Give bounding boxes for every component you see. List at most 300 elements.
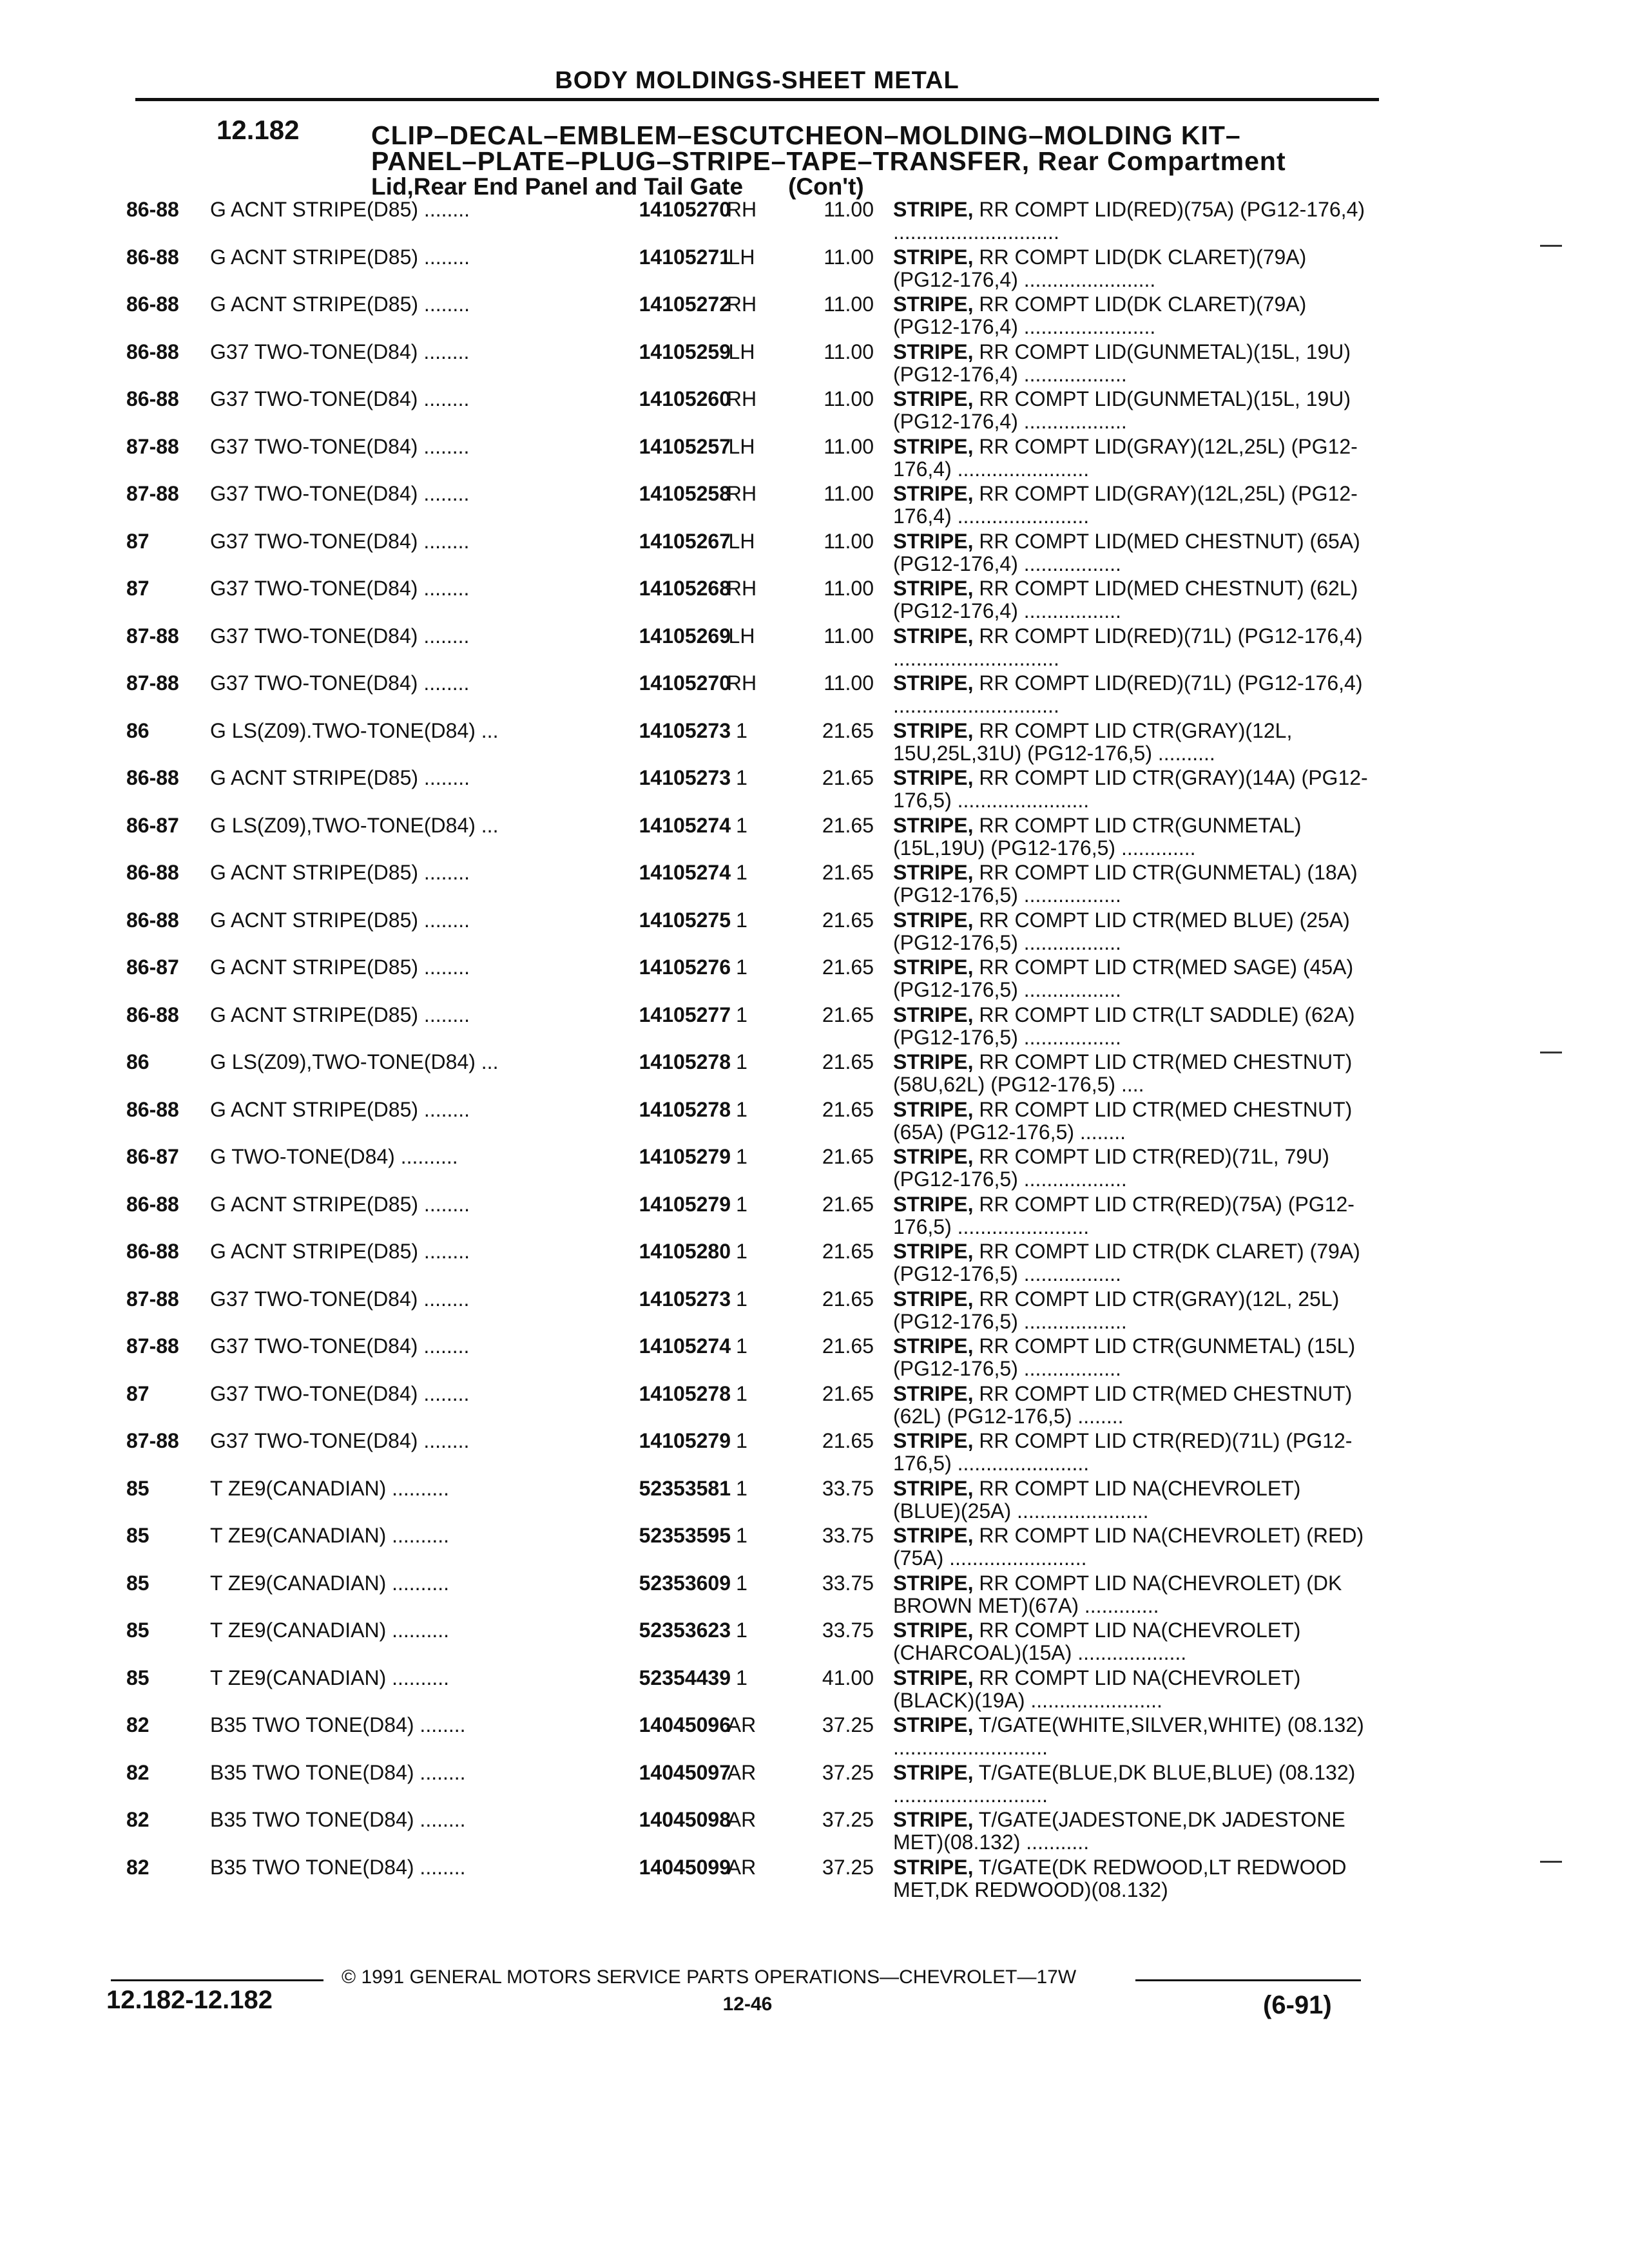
- part-number: 14105259: [639, 340, 731, 363]
- model-code-text: G37 TWO-TONE(D84): [210, 388, 418, 410]
- quantity: RH: [726, 577, 757, 600]
- description-name: STRIPE,: [893, 671, 974, 695]
- quantity: 1: [736, 1192, 747, 1216]
- price: 21.65: [822, 1097, 874, 1121]
- model-code: [210, 720, 610, 742]
- description-name: STRIPE,: [893, 1760, 974, 1784]
- quantity: AR: [727, 1760, 757, 1784]
- description-name: STRIPE,: [893, 813, 974, 837]
- description-name: STRIPE,: [893, 529, 974, 553]
- model-code: [210, 1099, 610, 1121]
- table-row: [126, 1335, 1370, 1383]
- description-text: RR COMPT LID(GRAY)(12L,25L) (PG12-176,4) .......................: [893, 482, 1358, 528]
- table-row: [126, 672, 1370, 720]
- part-number: 52354439: [639, 1666, 731, 1689]
- leader-dots: ..........: [392, 1571, 450, 1595]
- price: 21.65: [822, 861, 874, 884]
- model-year: 87: [126, 529, 149, 553]
- model-code-text: G ACNT STRIPE(D85): [210, 1240, 419, 1263]
- description-name: STRIPE,: [893, 1145, 974, 1168]
- table-row: [126, 1856, 1370, 1904]
- quantity: AR: [727, 1808, 757, 1831]
- description-name: STRIPE,: [893, 1855, 974, 1879]
- leader-dots: ........: [423, 1098, 470, 1121]
- leader-dots: ..........: [400, 1146, 458, 1168]
- description-text: RR COMPT LID CTR(LT SADDLE) (62A) (PG12-176,5) .................: [893, 1003, 1355, 1049]
- model-code-text: G37 TWO-TONE(D84): [210, 1287, 418, 1311]
- model-year: 86-88: [126, 908, 179, 932]
- description-name: STRIPE,: [893, 766, 974, 789]
- leader-dots: ........: [423, 340, 470, 363]
- description-text: RR COMPT LID CTR(GRAY)(12L, 15U,25L,31U) (PG12-176,5) ..........: [893, 718, 1293, 765]
- table-row: [126, 909, 1370, 957]
- description-text: RR COMPT LID NA(CHEVROLET) (BLUE)(25A) .......................: [893, 1476, 1301, 1523]
- leader-dots: ........: [423, 435, 470, 458]
- description-name: STRIPE,: [893, 434, 974, 458]
- description-text: RR COMPT LID CTR(MED CHESTNUT)(58U,62L) (PG12-176,5) ....: [893, 1050, 1353, 1096]
- quantity: 1: [736, 1571, 747, 1595]
- leader-dots: ........: [423, 388, 470, 410]
- model-year: 86: [126, 718, 149, 742]
- model-code: [210, 198, 610, 221]
- table-row: [126, 1383, 1370, 1430]
- quantity: 1: [736, 1287, 747, 1311]
- description-text: RR COMPT LID(RED)(75A) (PG12-176,4) .............................: [893, 198, 1365, 244]
- description: [893, 625, 1370, 670]
- price: 33.75: [822, 1619, 874, 1642]
- table-row: [126, 1099, 1370, 1146]
- description-text: RR COMPT LID NA(CHEVROLET) (BLACK)(19A) .......................: [893, 1666, 1301, 1712]
- model-year: 86-88: [126, 340, 179, 363]
- model-code: [210, 767, 610, 789]
- description-text: RR COMPT LID CTR(RED)(71L) (PG12-176,5) .......................: [893, 1429, 1353, 1475]
- leader-dots: ..........: [392, 1524, 450, 1547]
- leader-dots: ........: [423, 1430, 470, 1452]
- description-name: STRIPE,: [893, 1240, 974, 1263]
- quantity: AR: [727, 1713, 757, 1736]
- description: [893, 1051, 1370, 1096]
- description: [893, 1572, 1370, 1617]
- model-code-text: G ACNT STRIPE(D85): [210, 293, 419, 316]
- description-text: RR COMPT LID(DK CLARET)(79A) (PG12-176,4) .......................: [893, 293, 1307, 338]
- description: [893, 1430, 1370, 1475]
- price: 11.00: [824, 529, 874, 553]
- model-code-text: B35 TWO TONE(D84): [210, 1809, 414, 1831]
- model-code: [210, 1240, 610, 1263]
- footer-section-range: 12.182-12.182: [106, 1986, 273, 2014]
- part-number: 52353623: [639, 1619, 731, 1642]
- description-name: STRIPE,: [893, 1097, 974, 1121]
- description: [893, 388, 1370, 433]
- quantity: 1: [736, 908, 747, 932]
- quantity: 1: [736, 766, 747, 789]
- description: [893, 483, 1370, 528]
- description-name: STRIPE,: [893, 198, 974, 221]
- part-number: 14105280: [639, 1240, 731, 1263]
- description: [893, 909, 1370, 954]
- model-code: [210, 1477, 610, 1500]
- quantity: 1: [736, 1619, 747, 1642]
- model-code-text: B35 TWO TONE(D84): [210, 1714, 414, 1736]
- table-row: [126, 483, 1370, 530]
- model-code-text: G LS(Z09).TWO-TONE(D84): [210, 719, 476, 742]
- description-name: STRIPE,: [893, 577, 974, 600]
- quantity: 1: [736, 1429, 747, 1452]
- model-code: [210, 625, 610, 648]
- quantity: 1: [736, 1666, 747, 1689]
- leader-dots: ........: [423, 198, 470, 221]
- quantity: LH: [728, 340, 755, 363]
- leader-dots: ........: [423, 767, 470, 789]
- model-code: [210, 1430, 610, 1452]
- price: 21.65: [822, 908, 874, 932]
- model-code-text: G ACNT STRIPE(D85): [210, 767, 419, 789]
- table-row: [126, 341, 1370, 389]
- model-year: 86-88: [126, 766, 179, 789]
- model-year: 85: [126, 1619, 149, 1642]
- table-row: [126, 767, 1370, 814]
- model-year: 82: [126, 1760, 149, 1784]
- part-number: 14105279: [639, 1145, 731, 1168]
- quantity: 1: [736, 1050, 747, 1073]
- leader-dots: ........: [419, 1809, 466, 1831]
- model-year: 87: [126, 1381, 149, 1405]
- quantity: 1: [736, 1145, 747, 1168]
- model-year: 85: [126, 1666, 149, 1689]
- description-name: STRIPE,: [893, 1619, 974, 1642]
- leader-dots: ........: [419, 1761, 466, 1784]
- model-code-text: G37 TWO-TONE(D84): [210, 1430, 418, 1452]
- description-text: T/GATE(DK REDWOOD,LT REDWOOD MET,DK REDWOOD)(08.132): [893, 1855, 1347, 1901]
- description: [893, 1714, 1370, 1759]
- model-code: [210, 1572, 610, 1595]
- model-code: [210, 956, 610, 979]
- model-year: 86-87: [126, 1145, 179, 1168]
- price: 37.25: [822, 1855, 874, 1879]
- page-header-title: BODY MOLDINGS-SHEET METAL: [555, 67, 959, 94]
- part-number: 52353595: [639, 1524, 731, 1547]
- leader-dots: ........: [423, 577, 470, 600]
- table-row: [126, 293, 1370, 341]
- part-number: 14105278: [639, 1050, 731, 1073]
- description-text: RR COMPT LID CTR(RED)(75A) (PG12-176,5) .......................: [893, 1192, 1354, 1238]
- model-code-text: G37 TWO-TONE(D84): [210, 483, 418, 505]
- description-text: RR COMPT LID CTR(RED)(71L, 79U) (PG12-176,5) ..................: [893, 1145, 1329, 1191]
- quantity: 1: [736, 956, 747, 979]
- leader-dots: ..........: [392, 1619, 450, 1642]
- price: 41.00: [822, 1666, 874, 1689]
- table-row: [126, 1051, 1370, 1099]
- margin-tick-mark: [1540, 245, 1562, 247]
- part-number: 14105279: [639, 1429, 731, 1452]
- model-year: 86-88: [126, 1003, 179, 1026]
- table-row: [126, 1146, 1370, 1193]
- table-row: [126, 1240, 1370, 1288]
- description-name: STRIPE,: [893, 1476, 974, 1500]
- model-code-text: G37 TWO-TONE(D84): [210, 577, 418, 600]
- price: 11.00: [824, 671, 874, 695]
- price: 37.25: [822, 1808, 874, 1831]
- model-code: [210, 1667, 610, 1689]
- model-code-text: B35 TWO TONE(D84): [210, 1856, 414, 1879]
- model-year: 87-88: [126, 1334, 179, 1358]
- quantity: 1: [736, 1524, 747, 1547]
- price: 21.65: [822, 1381, 874, 1405]
- model-code: [210, 909, 610, 932]
- margin-tick-mark: [1540, 1861, 1562, 1863]
- description-text: RR COMPT LID NA(CHEVROLET) (DK BROWN MET)(67A) .............: [893, 1571, 1342, 1617]
- description-name: STRIPE,: [893, 1713, 974, 1736]
- footer-rule-right: [1135, 1979, 1361, 1981]
- quantity: LH: [728, 624, 755, 648]
- quantity: 1: [736, 1381, 747, 1405]
- table-row: [126, 1477, 1370, 1525]
- price: 21.65: [822, 1334, 874, 1358]
- quantity: LH: [728, 245, 755, 269]
- description-text: RR COMPT LID(MED CHESTNUT) (65A) (PG12-176,4) .................: [893, 529, 1360, 575]
- part-number: 14105270: [639, 671, 731, 695]
- model-code-text: G ACNT STRIPE(D85): [210, 1098, 419, 1121]
- model-year: 82: [126, 1713, 149, 1736]
- part-number: 14105270: [639, 198, 731, 221]
- model-year: 86-88: [126, 1097, 179, 1121]
- price: 11.00: [824, 434, 874, 458]
- quantity: RH: [726, 482, 757, 505]
- model-year: 86-88: [126, 1240, 179, 1263]
- part-number: 14045099: [639, 1855, 731, 1879]
- description-text: T/GATE(WHITE,SILVER,WHITE) (08.132) ...........................: [893, 1713, 1364, 1759]
- description: [893, 956, 1370, 1001]
- model-code: [210, 1051, 610, 1073]
- table-row: [126, 1714, 1370, 1762]
- description: [893, 1383, 1370, 1428]
- leader-dots: ........: [423, 956, 470, 979]
- description: [893, 341, 1370, 386]
- description-text: RR COMPT LID CTR(GRAY)(14A) (PG12-176,5) .......................: [893, 766, 1368, 812]
- model-code: [210, 814, 610, 837]
- table-row: [126, 436, 1370, 483]
- part-number: 14105272: [639, 293, 731, 316]
- description: [893, 1524, 1370, 1570]
- description-name: STRIPE,: [893, 1050, 974, 1073]
- description-text: RR COMPT LID CTR(GUNMETAL) (18A) (PG12-176,5) .................: [893, 861, 1358, 907]
- part-number: 14105267: [639, 529, 731, 553]
- model-code-text: T ZE9(CANADIAN): [210, 1619, 387, 1642]
- model-code-text: G ACNT STRIPE(D85): [210, 198, 419, 221]
- table-row: [126, 388, 1370, 436]
- leader-dots: ........: [423, 1003, 470, 1026]
- description-text: RR COMPT LID(RED)(71L) (PG12-176,4) .............................: [893, 624, 1363, 670]
- description: [893, 1288, 1370, 1333]
- description-text: RR COMPT LID NA(CHEVROLET) (CHARCOAL)(15A) ...................: [893, 1619, 1301, 1664]
- quantity: 1: [736, 1240, 747, 1263]
- quantity: LH: [728, 434, 755, 458]
- description-text: RR COMPT LID(RED)(71L) (PG12-176,4) .............................: [893, 671, 1363, 717]
- leader-dots: ........: [423, 624, 470, 648]
- table-row: [126, 246, 1370, 294]
- header-rule: [135, 98, 1379, 101]
- table-row: [126, 625, 1370, 673]
- model-year: 87-88: [126, 434, 179, 458]
- quantity: RH: [726, 387, 757, 410]
- description-name: STRIPE,: [893, 1429, 974, 1452]
- leader-dots: ...: [481, 1051, 499, 1073]
- model-code: [210, 293, 610, 316]
- quantity: 1: [736, 813, 747, 837]
- description: [893, 1004, 1370, 1049]
- model-year: 87-88: [126, 671, 179, 695]
- price: 37.25: [822, 1713, 874, 1736]
- leader-dots: ........: [423, 530, 470, 553]
- leader-dots: ........: [423, 245, 470, 269]
- part-number: 14105274: [639, 1334, 731, 1358]
- table-row: [126, 1619, 1370, 1667]
- footer-date: (6-91): [1263, 1991, 1332, 2019]
- description-text: RR COMPT LID CTR(GUNMETAL) (15L) (PG12-176,5) .................: [893, 1334, 1356, 1380]
- table-row: [126, 1762, 1370, 1809]
- quantity: RH: [726, 671, 757, 695]
- part-number: 14045098: [639, 1808, 731, 1831]
- description: [893, 672, 1370, 717]
- description-text: T/GATE(JADESTONE,DK JADESTONE MET)(08.132) ...........: [893, 1808, 1345, 1854]
- price: 21.65: [822, 813, 874, 837]
- model-year: 85: [126, 1524, 149, 1547]
- description-name: STRIPE,: [893, 624, 974, 648]
- part-number: 14105279: [639, 1192, 731, 1216]
- section-title-line-1: CLIP–DECAL–EMBLEM–ESCUTCHEON–MOLDING–MOLDING KIT–: [371, 120, 1241, 150]
- model-year: 82: [126, 1855, 149, 1879]
- model-code: [210, 1856, 610, 1879]
- table-row: [126, 956, 1370, 1004]
- model-code: [210, 1524, 610, 1547]
- table-row: [126, 1193, 1370, 1241]
- part-number: 14105274: [639, 813, 731, 837]
- description-name: STRIPE,: [893, 861, 974, 884]
- description: [893, 577, 1370, 622]
- quantity: 1: [736, 1476, 747, 1500]
- quantity: 1: [736, 718, 747, 742]
- model-year: 86-88: [126, 387, 179, 410]
- description: [893, 1762, 1370, 1807]
- price: 33.75: [822, 1524, 874, 1547]
- quantity: LH: [728, 529, 755, 553]
- model-code: [210, 341, 610, 363]
- model-year: 86-87: [126, 813, 179, 837]
- description: [893, 814, 1370, 860]
- description-text: RR COMPT LID(GRAY)(12L,25L) (PG12-176,4) .......................: [893, 434, 1358, 481]
- description-name: STRIPE,: [893, 1808, 974, 1831]
- footer-page-number: 12-46: [722, 1994, 773, 2015]
- model-code-text: G ACNT STRIPE(D85): [210, 1193, 419, 1216]
- leader-dots: ........: [423, 1193, 470, 1216]
- price: 11.00: [824, 245, 874, 269]
- price: 37.25: [822, 1760, 874, 1784]
- table-row: [126, 1004, 1370, 1052]
- part-number: 14045096: [639, 1713, 731, 1736]
- description-text: RR COMPT LID(GUNMETAL)(15L, 19U) (PG12-176,4) ..................: [893, 340, 1351, 386]
- table-row: [126, 814, 1370, 862]
- quantity: 1: [736, 1334, 747, 1358]
- model-code: [210, 1335, 610, 1358]
- leader-dots: ........: [423, 1382, 470, 1405]
- description-name: STRIPE,: [893, 1003, 974, 1026]
- price: 11.00: [824, 340, 874, 363]
- quantity: RH: [726, 198, 757, 221]
- margin-tick-mark: [1540, 1052, 1562, 1053]
- quantity: 1: [736, 1003, 747, 1026]
- table-row: [126, 1572, 1370, 1620]
- price: 21.65: [822, 1050, 874, 1073]
- model-year: 87-88: [126, 1287, 179, 1311]
- table-row: [126, 720, 1370, 767]
- model-code-text: G ACNT STRIPE(D85): [210, 908, 419, 932]
- model-code: [210, 1193, 610, 1216]
- model-code: [210, 246, 610, 269]
- part-number: 14045097: [639, 1760, 731, 1784]
- price: 33.75: [822, 1571, 874, 1595]
- section-title-line-2: PANEL–PLATE–PLUG–STRIPE–TAPE–TRANSFER, Rear Compartment: [371, 146, 1286, 176]
- description-name: STRIPE,: [893, 1666, 974, 1689]
- part-number: 52353609: [639, 1571, 731, 1595]
- part-number: 14105273: [639, 1287, 731, 1311]
- description-name: STRIPE,: [893, 482, 974, 505]
- description-text: RR COMPT LID CTR(DK CLARET) (79A) (PG12-176,5) .................: [893, 1240, 1360, 1285]
- model-code-text: G LS(Z09),TWO-TONE(D84): [210, 1051, 476, 1073]
- table-row: [126, 861, 1370, 909]
- table-row: [126, 530, 1370, 578]
- price: 11.00: [824, 577, 874, 600]
- leader-dots: ........: [423, 293, 470, 316]
- price: 21.65: [822, 1287, 874, 1311]
- leader-dots: ........: [419, 1714, 466, 1736]
- model-code-text: G37 TWO-TONE(D84): [210, 672, 418, 695]
- description-text: RR COMPT LID(DK CLARET)(79A) (PG12-176,4) .......................: [893, 245, 1307, 291]
- description-text: RR COMPT LID NA(CHEVROLET) (RED)(75A) ........................: [893, 1524, 1364, 1570]
- model-year: 85: [126, 1571, 149, 1595]
- description: [893, 198, 1370, 244]
- price: 21.65: [822, 1145, 874, 1168]
- model-code: [210, 483, 610, 505]
- price: 21.65: [822, 1429, 874, 1452]
- footer-rule-left: [111, 1979, 323, 1981]
- section-number: 12.182: [217, 115, 300, 145]
- description: [893, 1667, 1370, 1712]
- model-code-text: B35 TWO TONE(D84): [210, 1761, 414, 1784]
- description-name: STRIPE,: [893, 718, 974, 742]
- leader-dots: ..........: [392, 1477, 450, 1500]
- price: 11.00: [824, 198, 874, 221]
- description-text: RR COMPT LID CTR(MED BLUE) (25A) (PG12-176,5) .................: [893, 908, 1350, 954]
- continued-label: (Con't): [788, 173, 864, 200]
- model-code-text: G ACNT STRIPE(D85): [210, 861, 419, 884]
- description: [893, 1240, 1370, 1285]
- quantity: 1: [736, 1097, 747, 1121]
- description: [893, 1335, 1370, 1380]
- description-name: STRIPE,: [893, 245, 974, 269]
- model-year: 86-88: [126, 198, 179, 221]
- description-name: STRIPE,: [893, 1287, 974, 1311]
- model-code: [210, 388, 610, 410]
- description-text: RR COMPT LID CTR(MED CHESTNUT)(65A) (PG12-176,5) ........: [893, 1097, 1353, 1144]
- part-number: 14105268: [639, 577, 731, 600]
- description-text: T/GATE(BLUE,DK BLUE,BLUE) (08.132) ...........................: [893, 1760, 1356, 1807]
- price: 11.00: [824, 482, 874, 505]
- description: [893, 1099, 1370, 1144]
- part-number: 14105257: [639, 434, 731, 458]
- price: 21.65: [822, 766, 874, 789]
- description: [893, 1856, 1370, 1901]
- model-year: 87-88: [126, 482, 179, 505]
